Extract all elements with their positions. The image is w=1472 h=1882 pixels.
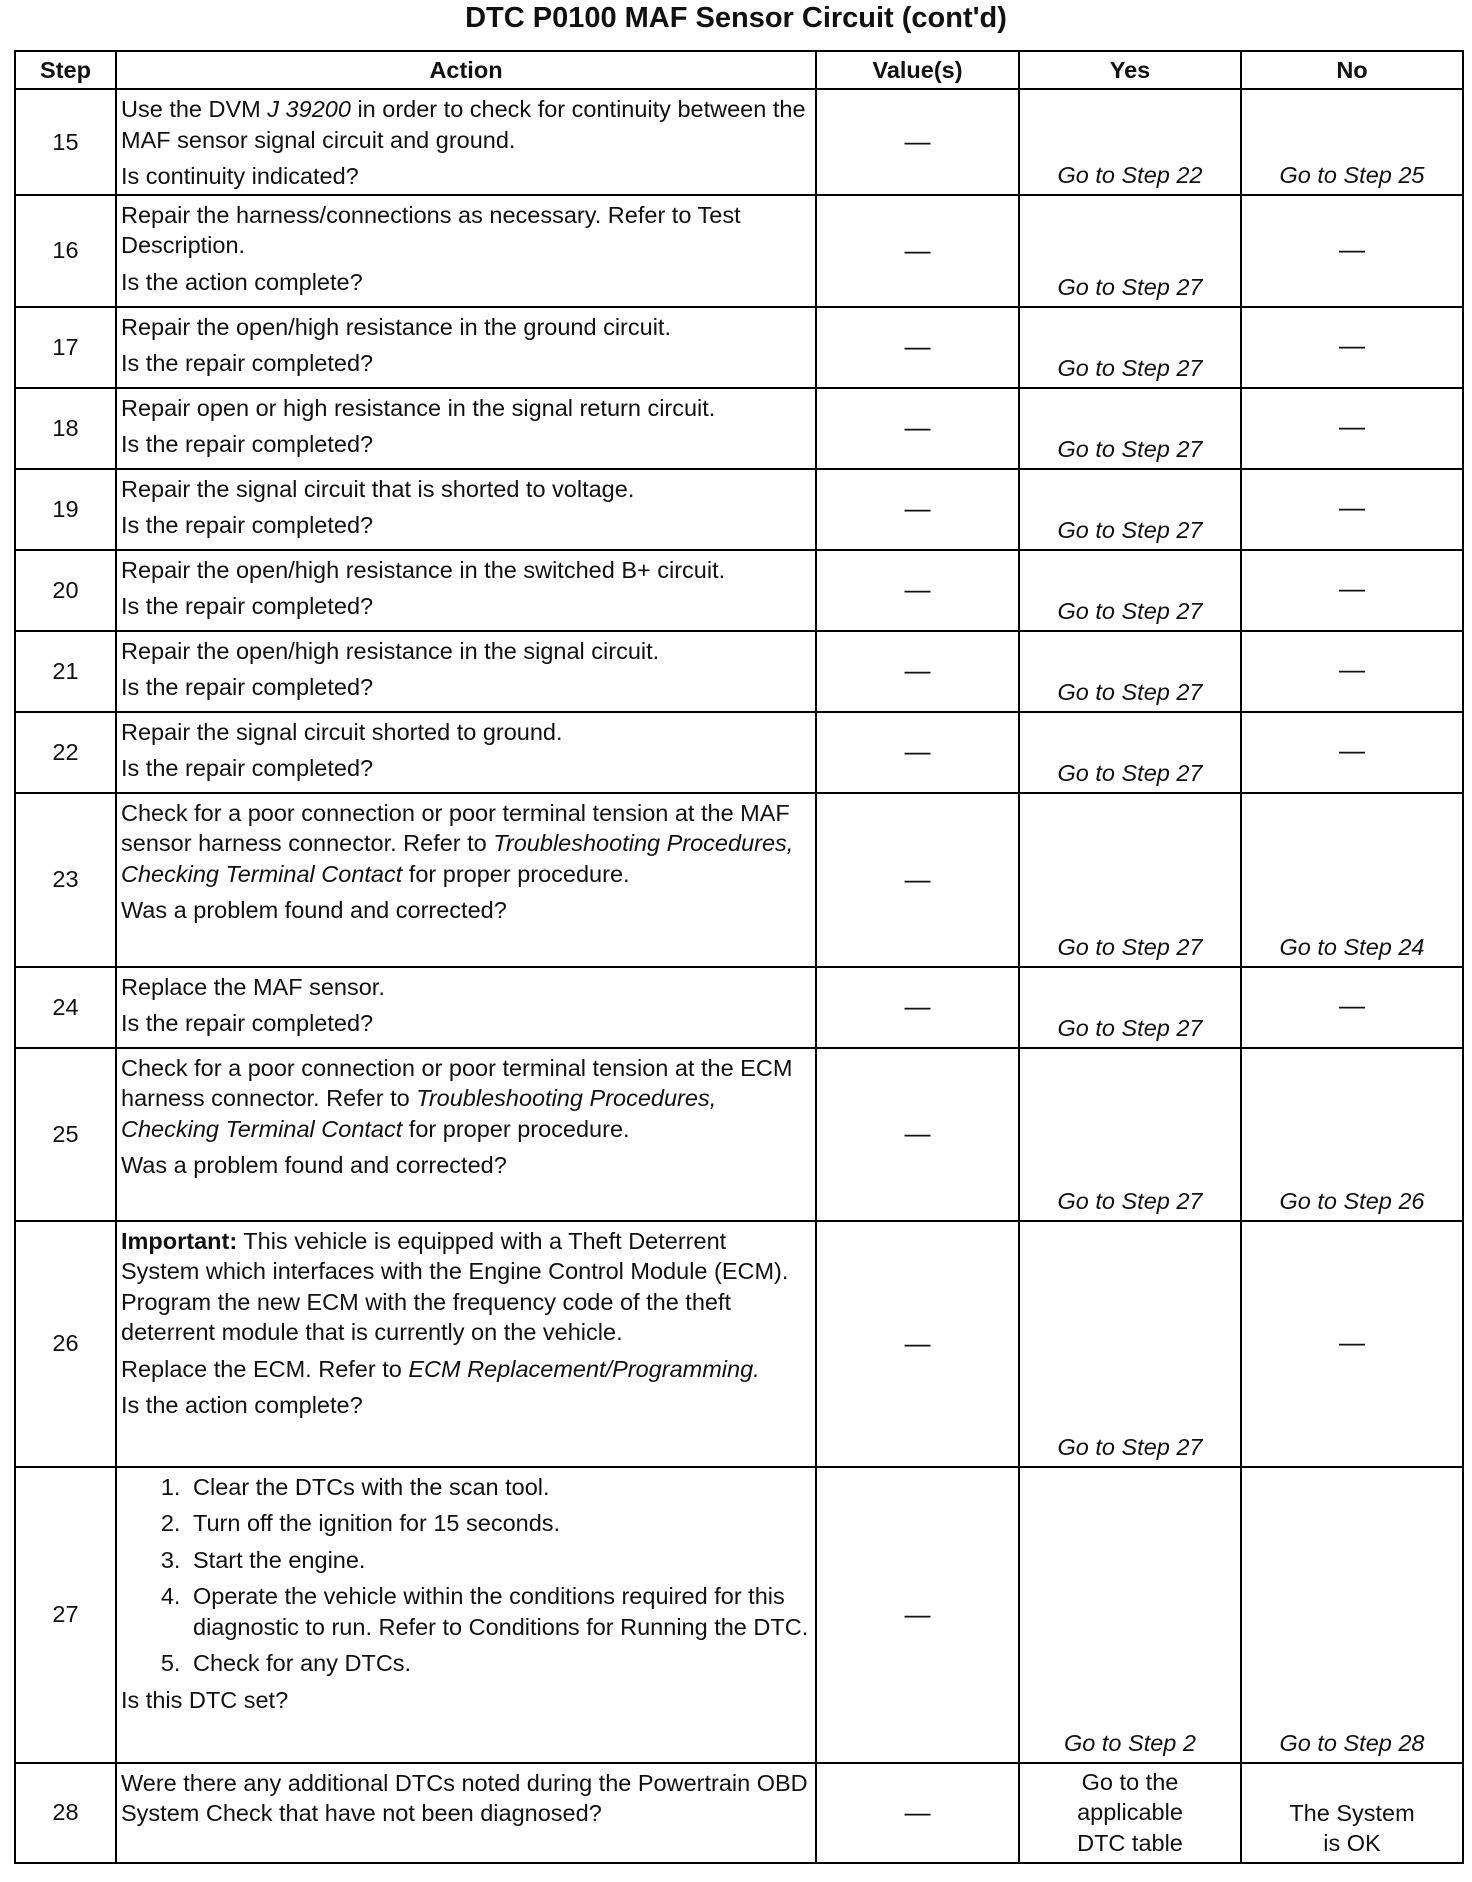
no-cell: Go to Step 28	[1241, 1467, 1463, 1763]
yes-cell: Go to Step 27	[1019, 388, 1241, 469]
action-cell	[116, 469, 816, 550]
yes-cell: Go to Step 27	[1019, 1048, 1241, 1221]
action-cell	[116, 307, 816, 388]
value-cell: —	[816, 469, 1019, 550]
step-number: 20	[15, 550, 116, 631]
step-number: 17	[15, 307, 116, 388]
value-cell: —	[816, 550, 1019, 631]
no-cell: —	[1241, 388, 1463, 469]
step-number: 21	[15, 631, 116, 712]
table-row	[15, 1221, 1463, 1467]
table-row	[15, 307, 1463, 388]
action-text: Replace the ECM. Refer to ECM Replacement/Programming.	[121, 1355, 760, 1382]
no-cell: —	[1241, 195, 1463, 307]
table-row	[15, 550, 1463, 631]
value-cell: —	[816, 1221, 1019, 1467]
value-cell: —	[816, 967, 1019, 1048]
no-cell: Go to Step 24	[1241, 793, 1463, 967]
step-number: 15	[15, 89, 116, 195]
value-cell: —	[816, 89, 1019, 195]
table-row	[15, 631, 1463, 712]
no-cell: —	[1241, 967, 1463, 1048]
table-row	[15, 388, 1463, 469]
action-text: Repair the signal circuit shorted to ground.	[121, 718, 563, 745]
step-number: 16	[15, 195, 116, 307]
action-question: Is continuity indicated?	[121, 163, 359, 190]
action-text: Repair the open/high resistance in the signal circuit.	[121, 637, 660, 664]
value-cell: —	[816, 712, 1019, 793]
action-text: Use the DVM J 39200 in order to check for continuity between the MAF sensor signal circuit and ground.	[121, 96, 806, 153]
action-cell	[116, 1221, 816, 1467]
table-header-row	[15, 51, 1463, 89]
step-number: 22	[15, 712, 116, 793]
action-cell	[116, 550, 816, 631]
action-cell	[116, 89, 816, 195]
table-row	[15, 967, 1463, 1048]
yes-cell: Go to Step 27	[1019, 469, 1241, 550]
yes-cell: Go to Step 27	[1019, 1221, 1241, 1467]
action-text: Check for a poor connection or poor terminal tension at the MAF sensor harness connector. Refer to Troubleshooting Procedures, Checking Terminal Contact for proper procedure.	[121, 799, 794, 887]
action-cell	[116, 1048, 816, 1221]
action-cell	[116, 793, 816, 967]
action-question: Is this DTC set?	[121, 1686, 289, 1713]
action-question: Is the repair completed?	[121, 512, 374, 539]
value-cell: —	[816, 307, 1019, 388]
value-cell: —	[816, 1048, 1019, 1221]
action-text: Check for a poor connection or poor terminal tension at the ECM harness connector. Refer to Troubleshooting Procedures, Checking Terminal Contact for proper procedure.	[121, 1054, 793, 1142]
table-row	[15, 1467, 1463, 1763]
action-cell	[116, 1763, 816, 1863]
action-text: Repair open or high resistance in the signal return circuit.	[121, 394, 716, 421]
table-row	[15, 195, 1463, 307]
action-question: Is the repair completed?	[121, 674, 374, 701]
yes-cell: Go to the applicable DTC table	[1019, 1763, 1241, 1863]
value-cell: —	[816, 195, 1019, 307]
no-cell: —	[1241, 307, 1463, 388]
action-text: Replace the MAF sensor.	[121, 973, 385, 1000]
value-cell: —	[816, 1467, 1019, 1763]
action-cell	[116, 712, 816, 793]
no-cell: —	[1241, 1221, 1463, 1467]
header-yes: Yes	[1019, 51, 1241, 89]
yes-cell: Go to Step 27	[1019, 631, 1241, 712]
action-question: Is the action complete?	[121, 1392, 363, 1419]
action-cell	[116, 195, 816, 307]
no-cell: —	[1241, 712, 1463, 793]
action-text: Repair the signal circuit that is shorted to voltage.	[121, 475, 635, 502]
action-question: Is the repair completed?	[121, 593, 374, 620]
action-text: Repair the harness/connections as necessary. Refer to Test Description.	[121, 201, 741, 259]
no-cell: —	[1241, 550, 1463, 631]
action-text: Were there any additional DTCs noted during the Powertrain OBD System Check that have not been diagnosed?	[121, 1769, 808, 1827]
step-number: 27	[15, 1467, 116, 1763]
step-number: 23	[15, 793, 116, 967]
yes-cell: Go to Step 27	[1019, 550, 1241, 631]
table-row	[15, 469, 1463, 550]
action-question: Was a problem found and corrected?	[121, 1152, 507, 1179]
header-action: Action	[116, 51, 816, 89]
step-number: 26	[15, 1221, 116, 1467]
yes-cell: Go to Step 22	[1019, 89, 1241, 195]
step-number: 28	[15, 1763, 116, 1863]
list-item: 1. Clear the DTCs with the scan tool.	[187, 1472, 811, 1503]
action-cell	[116, 388, 816, 469]
step-number: 19	[15, 469, 116, 550]
action-cell	[116, 1467, 816, 1763]
action-cell	[116, 967, 816, 1048]
step-number: 24	[15, 967, 116, 1048]
action-text: Repair the open/high resistance in the ground circuit.	[121, 313, 671, 340]
value-cell: —	[816, 388, 1019, 469]
action-text: Repair the open/high resistance in the switched B+ circuit.	[121, 556, 726, 583]
procedure-list	[121, 1472, 811, 1679]
header-values: Value(s)	[816, 51, 1019, 89]
action-question: Is the repair completed?	[121, 431, 374, 458]
header-no: No	[1241, 51, 1463, 89]
table-row	[15, 712, 1463, 793]
action-question: Is the action complete?	[121, 268, 363, 295]
list-item: 4. Operate the vehicle within the conditions required for this diagnostic to run. Refer to Conditions for Running the DTC.	[187, 1581, 811, 1642]
yes-cell: Go to Step 27	[1019, 195, 1241, 307]
document-title: DTC P0100 MAF Sensor Circuit (cont'd)	[465, 2, 1007, 34]
table-row	[15, 1048, 1463, 1221]
no-cell: Go to Step 26	[1241, 1048, 1463, 1221]
yes-cell: Go to Step 27	[1019, 793, 1241, 967]
list-item: 5. Check for any DTCs.	[187, 1648, 811, 1679]
action-question: Is the repair completed?	[121, 755, 374, 782]
value-cell: —	[816, 1763, 1019, 1863]
no-cell: Go to Step 25	[1241, 89, 1463, 195]
yes-cell: Go to Step 27	[1019, 307, 1241, 388]
action-question: Is the repair completed?	[121, 1010, 374, 1037]
value-cell: —	[816, 793, 1019, 967]
step-number: 25	[15, 1048, 116, 1221]
list-item: 3. Start the engine.	[187, 1545, 811, 1576]
yes-cell: Go to Step 27	[1019, 712, 1241, 793]
important-note: Important: This vehicle is equipped with a Theft Deterrent System which interfaces with the Engine Control Module (ECM). Program the new ECM with the frequency code of the theft deterrent module that is currently on the vehicle.	[121, 1227, 789, 1346]
yes-cell: Go to Step 27	[1019, 967, 1241, 1048]
step-number: 18	[15, 388, 116, 469]
header-step: Step	[15, 51, 116, 89]
table-row	[15, 1763, 1463, 1863]
table-row	[15, 793, 1463, 967]
action-question: Was a problem found and corrected?	[121, 897, 507, 924]
table-row	[15, 89, 1463, 195]
no-cell: —	[1241, 631, 1463, 712]
no-cell: —	[1241, 469, 1463, 550]
value-cell: —	[816, 631, 1019, 712]
action-cell	[116, 631, 816, 712]
no-cell: The System is OK	[1241, 1763, 1463, 1863]
yes-cell: Go to Step 2	[1019, 1467, 1241, 1763]
list-item: 2. Turn off the ignition for 15 seconds.	[187, 1508, 811, 1539]
diagnostic-table	[14, 50, 1464, 1864]
action-question: Is the repair completed?	[121, 350, 374, 377]
